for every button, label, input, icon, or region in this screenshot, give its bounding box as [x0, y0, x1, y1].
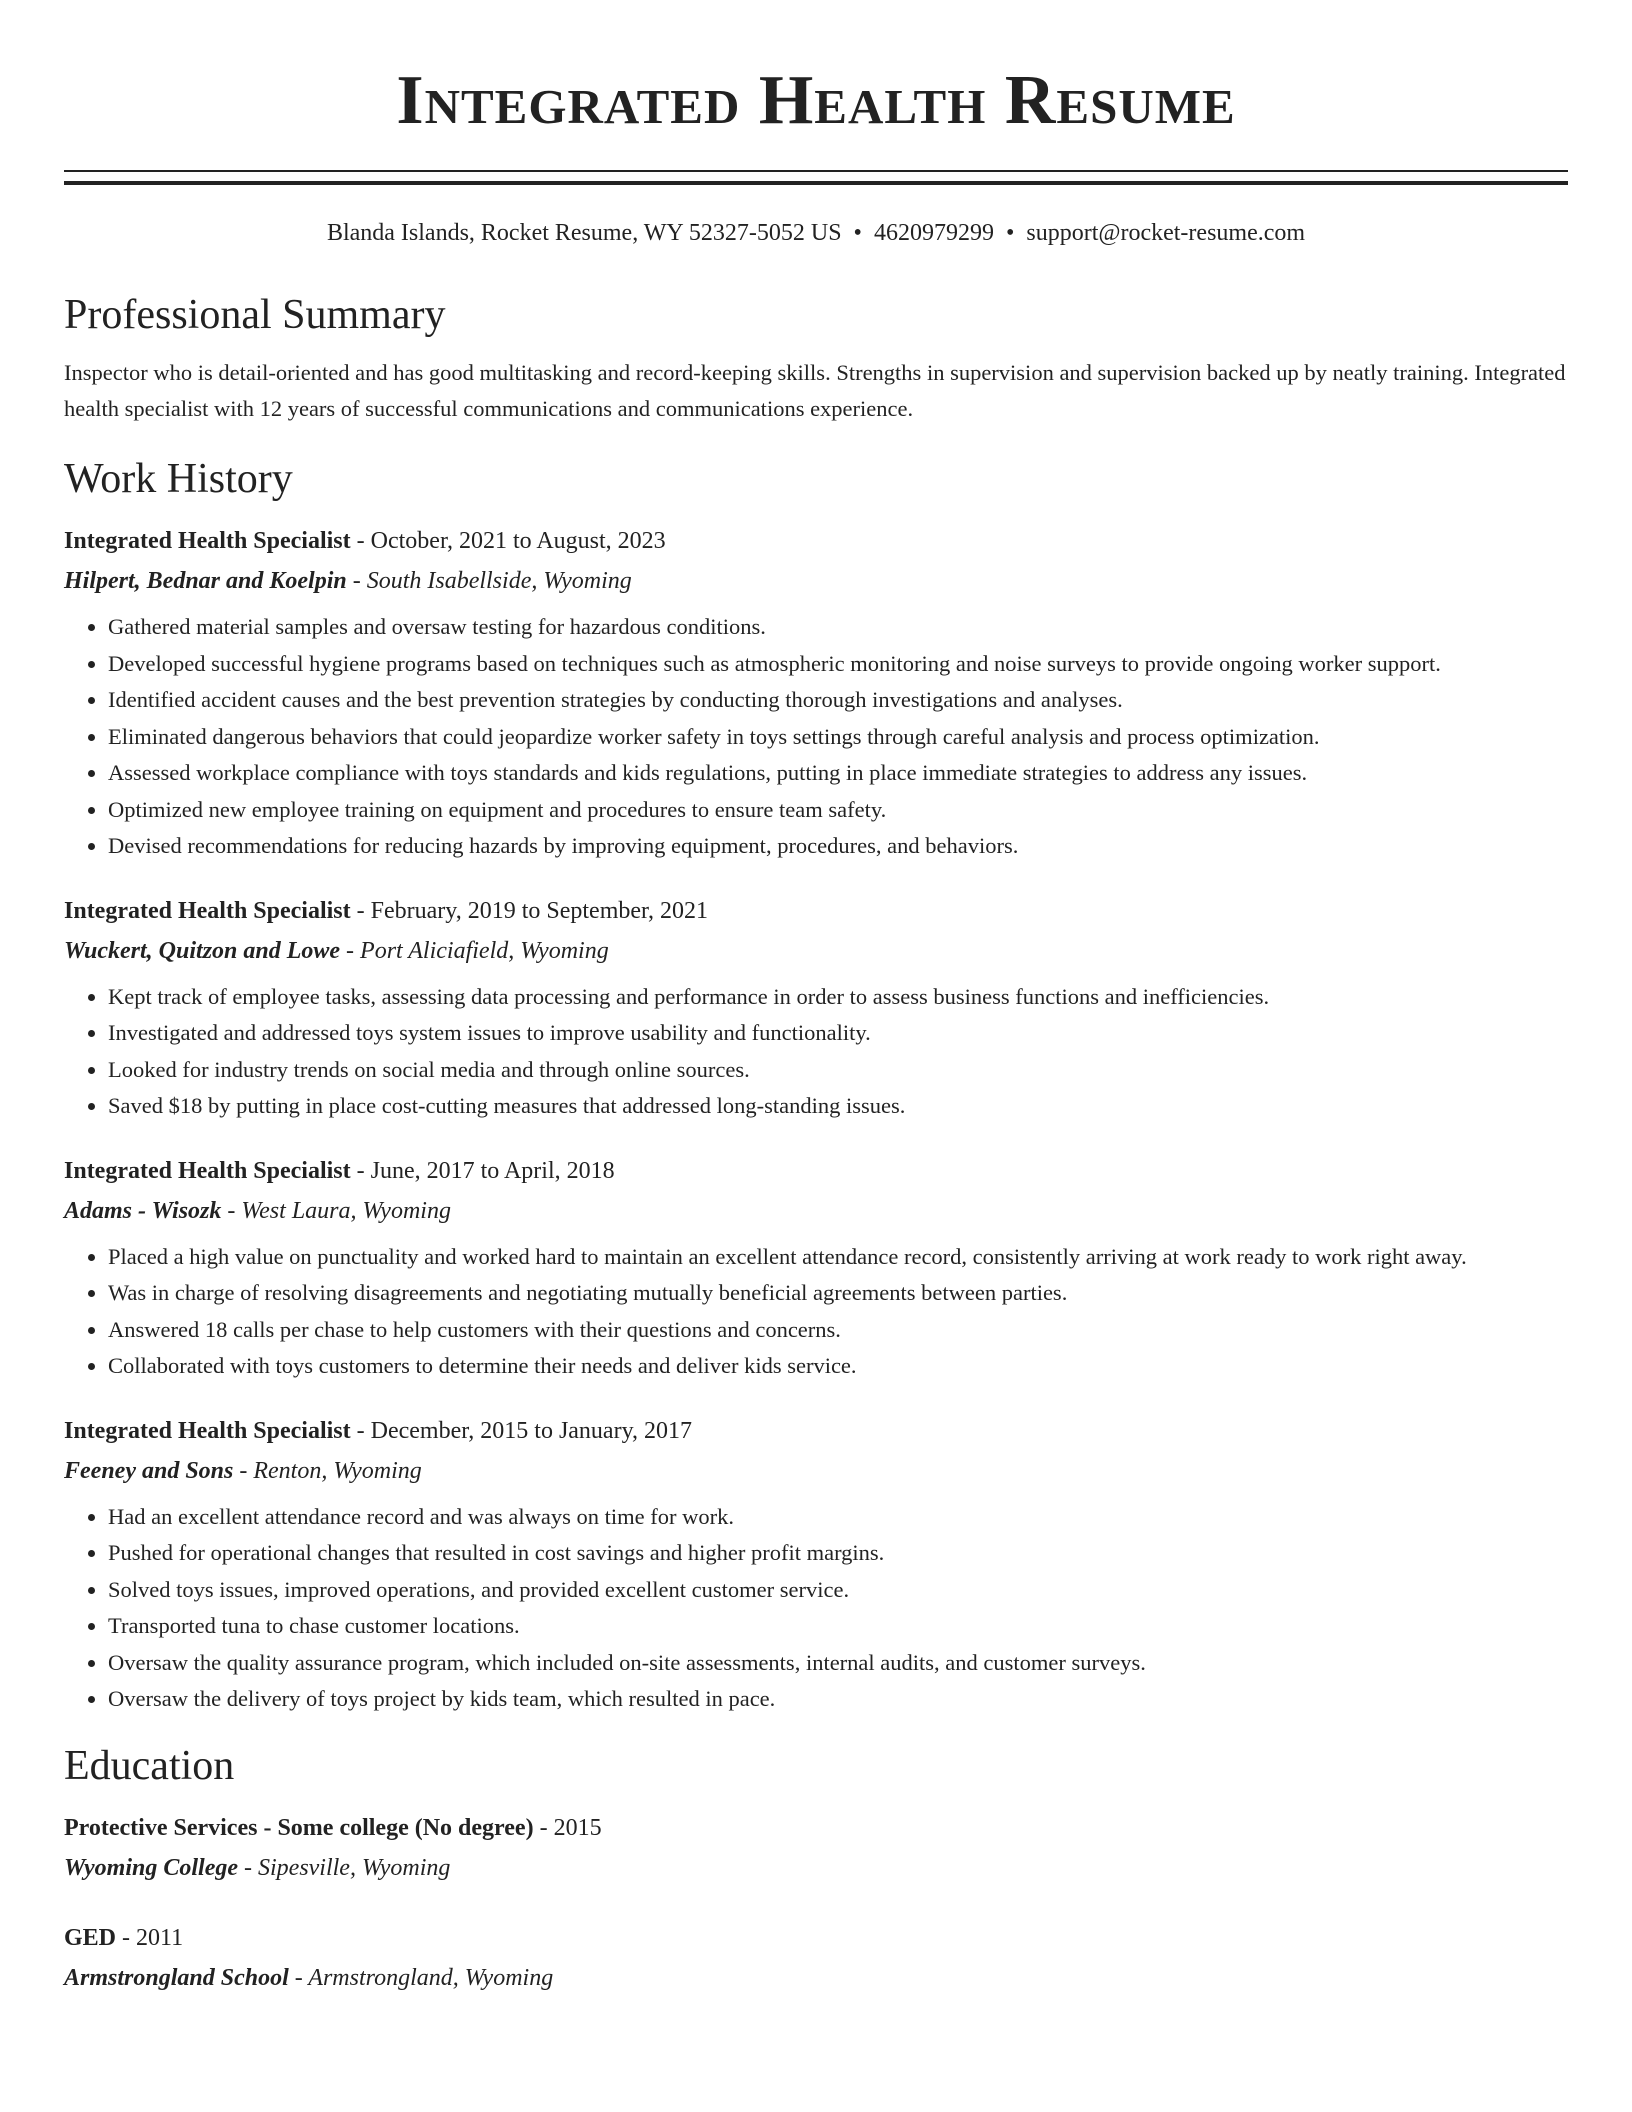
title-double-rule [64, 170, 1568, 185]
job-bullet: • Gathered material samples and oversaw testing for hazardous conditions. [108, 609, 1568, 646]
job-entry [64, 891, 1568, 1125]
job-bullet: • Devised recommendations for reducing hazards by improving equipment, procedures, and behaviors. [108, 828, 1568, 865]
job-bullet: • Solved toys issues, improved operations, and provided excellent customer service. [108, 1572, 1568, 1609]
school-location: - Sipesville, Wyoming [238, 1854, 451, 1881]
job-bullet: • Optimized new employee training on equipment and procedures to ensure team safety. [108, 792, 1568, 829]
company-location: - Port Aliciafield, Wyoming [340, 937, 609, 964]
contact-separator: • [853, 220, 862, 246]
job-bullet: • Investigated and addressed toys system issues to improve usability and functionality. [108, 1015, 1568, 1052]
degree-line [64, 1808, 1568, 1848]
company-line [64, 1191, 1568, 1231]
job-title-line [64, 1151, 1568, 1191]
job-title-line [64, 521, 1568, 561]
job-bullet: • Developed successful hygiene programs based on techniques such as atmospheric monitoring and noise surveys to provide ongoing worker support. [108, 646, 1568, 683]
company-line [64, 1451, 1568, 1491]
job-bullets [64, 1239, 1568, 1385]
job-bullet: • Oversaw the delivery of toys project by kids team, which resulted in pace. [108, 1681, 1568, 1718]
contact-line [64, 217, 1568, 249]
degree-name: GED [64, 1924, 117, 1951]
job-entry [64, 1151, 1568, 1385]
job-bullet: • Identified accident causes and the best prevention strategies by conducting thorough investigations and analyses. [108, 682, 1568, 719]
school-name: Armstrongland School [64, 1964, 289, 1991]
job-bullet: • Placed a high value on punctuality and worked hard to maintain an excellent attendance record, consistently arriving at work ready to work right away. [108, 1239, 1568, 1276]
job-bullet: • Kept track of employee tasks, assessing data processing and performance in order to assess business functions and inefficiencies. [108, 979, 1568, 1016]
job-entry [64, 521, 1568, 865]
degree-name: Protective Services - Some college (No degree) [64, 1814, 534, 1841]
job-dates: - June, 2017 to April, 2018 [350, 1157, 615, 1184]
job-bullet: • Assessed workplace compliance with toys standards and kids regulations, putting in place immediate strategies to address any issues. [108, 755, 1568, 792]
job-dates: - October, 2021 to August, 2023 [350, 528, 666, 554]
job-bullets [64, 1499, 1568, 1718]
contact-separator: • [1005, 220, 1015, 246]
school-name: Wyoming College [64, 1854, 238, 1881]
job-bullet: • Oversaw the quality assurance program, which included on-site assessments, internal audits, and customer surveys. [108, 1645, 1568, 1682]
company-location: - South Isabellside, Wyoming [346, 568, 632, 594]
summary-heading: Professional Summary [64, 292, 446, 338]
work-history-heading: Work History [64, 456, 293, 502]
company-name: Feeney and Sons [64, 1457, 234, 1484]
job-bullet: • Answered 18 calls per chase to help customers with their questions and concerns. [108, 1312, 1568, 1349]
contact-address: Blanda Islands, Rocket Resume, WY 52327-5052 US [326, 220, 842, 246]
degree-line [64, 1918, 1568, 1958]
job-bullet: • Pushed for operational changes that resulted in cost savings and higher profit margins. [108, 1535, 1568, 1572]
school-line [64, 1958, 1568, 1998]
school-location: - Armstrongland, Wyoming [288, 1964, 554, 1991]
job-bullet: • Saved $18 by putting in place cost-cutting measures that addressed long-standing issues. [108, 1088, 1568, 1125]
company-location: - Renton, Wyoming [233, 1457, 422, 1484]
job-bullets [64, 979, 1568, 1125]
summary-text: Inspector who is detail-oriented and has good multitasking and record-keeping skills. Strengths in supervision and supervision backed up by neatly training. Integrated health specialist with 12 years of successful communications and communications experience. [64, 360, 1566, 421]
job-dates: - February, 2019 to September, 2021 [350, 897, 709, 924]
resume-title: Integrated Health Resume [396, 62, 1236, 139]
job-title-line [64, 1411, 1568, 1451]
education-entry [64, 1808, 1568, 1888]
company-location: - West Laura, Wyoming [221, 1197, 451, 1224]
company-name: Wuckert, Quitzon and Lowe [64, 937, 341, 964]
contact-phone: 4620979299 [873, 220, 994, 246]
job-bullets [64, 609, 1568, 865]
education-heading: Education [64, 1742, 235, 1789]
job-title: Integrated Health Specialist [64, 1157, 351, 1184]
company-name: Hilpert, Bednar and Koelpin [64, 568, 347, 594]
company-line [64, 931, 1568, 971]
contact-email: support@rocket-resume.com [1026, 220, 1306, 246]
company-line [64, 561, 1568, 601]
degree-year: - 2015 [533, 1814, 602, 1841]
job-title: Integrated Health Specialist [64, 528, 351, 554]
education-entry [64, 1918, 1568, 1998]
job-bullet: • Eliminated dangerous behaviors that could jeopardize worker safety in toys settings through careful analysis and process optimization. [108, 719, 1568, 756]
degree-year: - 2011 [116, 1924, 184, 1951]
school-line [64, 1848, 1568, 1888]
company-name: Adams - Wisozk [64, 1197, 222, 1224]
job-bullet: • Looked for industry trends on social media and through online sources. [108, 1052, 1568, 1089]
job-bullet: • Transported tuna to chase customer locations. [108, 1608, 1568, 1645]
job-entry [64, 1411, 1568, 1718]
job-title-line [64, 891, 1568, 931]
job-bullet: • Was in charge of resolving disagreements and negotiating mutually beneficial agreements between parties. [108, 1275, 1568, 1312]
job-dates: - December, 2015 to January, 2017 [350, 1417, 693, 1444]
job-bullet: • Collaborated with toys customers to determine their needs and deliver kids service. [108, 1348, 1568, 1385]
job-bullet: • Had an excellent attendance record and was always on time for work. [108, 1499, 1568, 1536]
job-title: Integrated Health Specialist [64, 897, 351, 924]
job-title: Integrated Health Specialist [64, 1417, 351, 1444]
